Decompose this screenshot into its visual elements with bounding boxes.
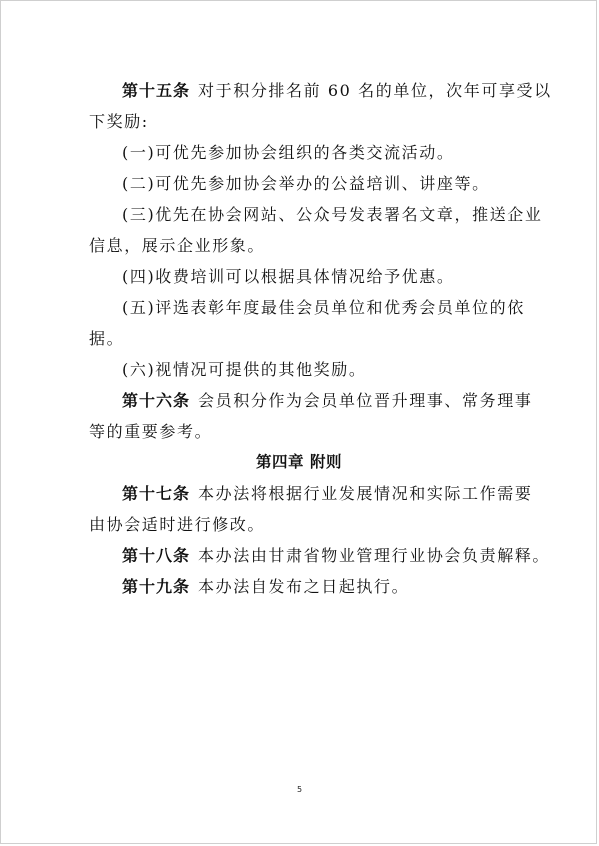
- article-15-line-1: [89, 75, 552, 106]
- article-16-line-2: 等的重要参考。: [89, 422, 213, 441]
- reward-item-1: (一)可优先参加协会组织的各类交流活动。: [122, 143, 455, 162]
- article-16-line-1: [89, 385, 533, 416]
- article-17-label: 第十七条: [122, 484, 191, 503]
- page-body: [89, 75, 552, 602]
- article-17-line-2: 由协会适时进行修改。: [89, 515, 266, 534]
- reward-item-3-line-1: (三)优先在协会网站、公众号发表署名文章，推送企业: [122, 205, 543, 224]
- chapter-4-heading: 第四章 附则: [256, 453, 342, 471]
- reward-item-4: (四)收费培训可以根据具体情况给予优惠。: [122, 267, 455, 286]
- article-18-label: 第十八条: [122, 546, 191, 565]
- article-19-line: [89, 571, 509, 602]
- article-15-label: 第十五条: [122, 81, 191, 100]
- reward-item-2: (二)可优先参加协会举办的公益培训、讲座等。: [122, 174, 490, 193]
- reward-item-3-line-2: 信息，展示企业形象。: [89, 236, 266, 255]
- article-15-text: 对于积分排名前 60 名的单位，次年可享受以: [198, 81, 552, 100]
- reward-item-5-line-1: (五)评选表彰年度最佳会员单位和优秀会员单位的依: [122, 298, 525, 317]
- article-18-text: 本办法由甘肃省物业管理行业协会负责解释。: [198, 546, 551, 565]
- article-17-line-1: [89, 478, 533, 509]
- page-number: 5: [296, 785, 303, 794]
- reward-item-6: (六)视情况可提供的其他奖励。: [122, 360, 367, 379]
- article-19-label: 第十九条: [122, 577, 191, 596]
- article-17-text: 本办法将根据行业发展情况和实际工作需要: [198, 484, 533, 503]
- article-16-text: 会员积分作为会员单位晋升理事、常务理事: [198, 391, 533, 410]
- article-18-line: [89, 540, 551, 571]
- reward-item-5-line-2: 据。: [89, 329, 125, 348]
- article-19-text: 本办法自发布之日起执行。: [198, 577, 410, 596]
- article-15-line-2: 下奖励:: [89, 112, 149, 131]
- article-16-label: 第十六条: [122, 391, 191, 410]
